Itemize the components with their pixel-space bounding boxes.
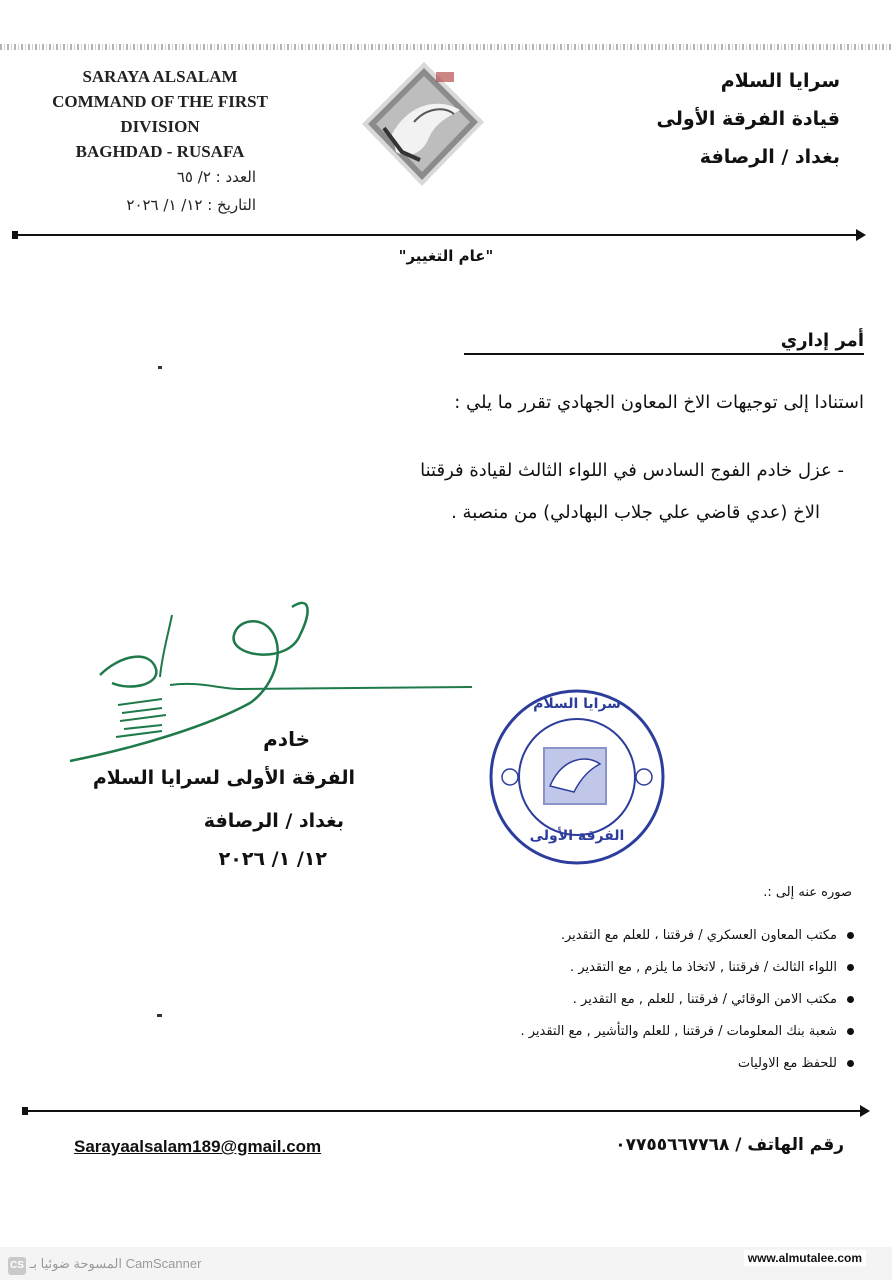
copies-item [520, 1024, 854, 1039]
bullet-icon [847, 996, 854, 1003]
signatory-title: خادم [263, 727, 310, 751]
signatory-unit: الفرقة الأولى لسرايا السلام [92, 767, 355, 789]
bullet-icon [847, 932, 854, 939]
stamp-top-text: سرايا السلام [533, 696, 621, 712]
subject-title-text: أمر إداري [780, 330, 864, 351]
order-item-line-1: - عزل خادم الفوج السادس في اللواء الثالث لقيادة فرقتنا [420, 460, 844, 481]
official-round-stamp [488, 688, 666, 866]
order-intro: استنادا إلى توجيهات الاخ المعاون الجهادي تقرر ما يلي : [454, 392, 864, 413]
phone-label: رقم الهاتف / [735, 1135, 844, 1155]
ar-header-line-2: قيادة الفرقة الأولى [656, 108, 840, 130]
en-header-line-1: SARAYA ALSALAM [82, 67, 238, 86]
contact-email-link[interactable]: Sarayaalsalam189@gmail.com [74, 1137, 322, 1156]
scan-speck [158, 366, 162, 369]
bullet-icon [847, 964, 854, 971]
camscanner-text: المسوحة ضوئيا بـ CamScanner [29, 1256, 202, 1271]
en-header-line-2: COMMAND OF THE FIRST [52, 92, 268, 111]
signatory-date: ١٢/ ١/ ٢٠٢٦ [218, 848, 327, 870]
ar-header-line-3: بغداد / الرصافة [699, 146, 840, 168]
bullet-icon [847, 1060, 854, 1067]
scan-speck [157, 1014, 162, 1017]
copies-item [561, 928, 854, 943]
arabic-header [540, 62, 840, 176]
copies-item-text: شعبة بنك المعلومات / فرقتنا , للعلم والتأشير , مع التقدير . [520, 1024, 837, 1039]
copies-heading: صوره عنه إلى :. [763, 885, 852, 900]
document-date: التاريخ : ١٢/ ١/ ٢٠٢٦ [126, 196, 256, 214]
bullet-icon [847, 1028, 854, 1035]
copies-item-text: اللواء الثالث / فرقتنا , لاتخاذ ما يلزم , مع التقدير . [570, 960, 837, 975]
en-header-line-4: BAGHDAD - RUSAFA [75, 142, 245, 161]
ar-header-line-1: سرايا السلام [720, 70, 840, 92]
copies-item-text: مكتب المعاون العسكري / فرقتنا ، للعلم مع التقدير. [560, 928, 837, 943]
signatory-place: بغداد / الرصافة [203, 810, 344, 832]
order-item-line-2: الاخ (عدي قاضي علي جلاب البهادلي) من منصبة . [451, 502, 820, 523]
camscanner-watermark [8, 1256, 201, 1275]
footer-divider-arrow [28, 1110, 862, 1112]
phone-number: ٠٧٧٥٥٦٦٧٧٦٨ [615, 1135, 730, 1155]
camscanner-badge-icon: CS [8, 1257, 26, 1275]
subject-title [464, 330, 864, 355]
dove-logo-emblem [362, 62, 484, 186]
document-number: العدد : ٢/ ٦٥ [176, 168, 256, 186]
website-watermark[interactable]: www.almutalee.com [744, 1250, 866, 1266]
copies-item-text: مكتب الامن الوقائي / فرقتنا , للعلم , مع التقدير . [572, 992, 837, 1007]
copies-item [573, 992, 854, 1007]
copies-item [570, 960, 854, 975]
en-header-line-3: DIVISION [120, 117, 200, 136]
copies-item [738, 1056, 854, 1071]
year-slogan: "عام التغيير" [398, 247, 494, 265]
contact-phone [615, 1135, 844, 1155]
stamp-bottom-text: الفرقة الأولى [529, 828, 625, 844]
copies-item-text: للحفظ مع الاوليات [737, 1056, 837, 1071]
scan-top-noise [0, 44, 892, 50]
english-header [30, 64, 290, 164]
subject-underline [464, 353, 864, 355]
header-divider-arrow [18, 234, 858, 236]
